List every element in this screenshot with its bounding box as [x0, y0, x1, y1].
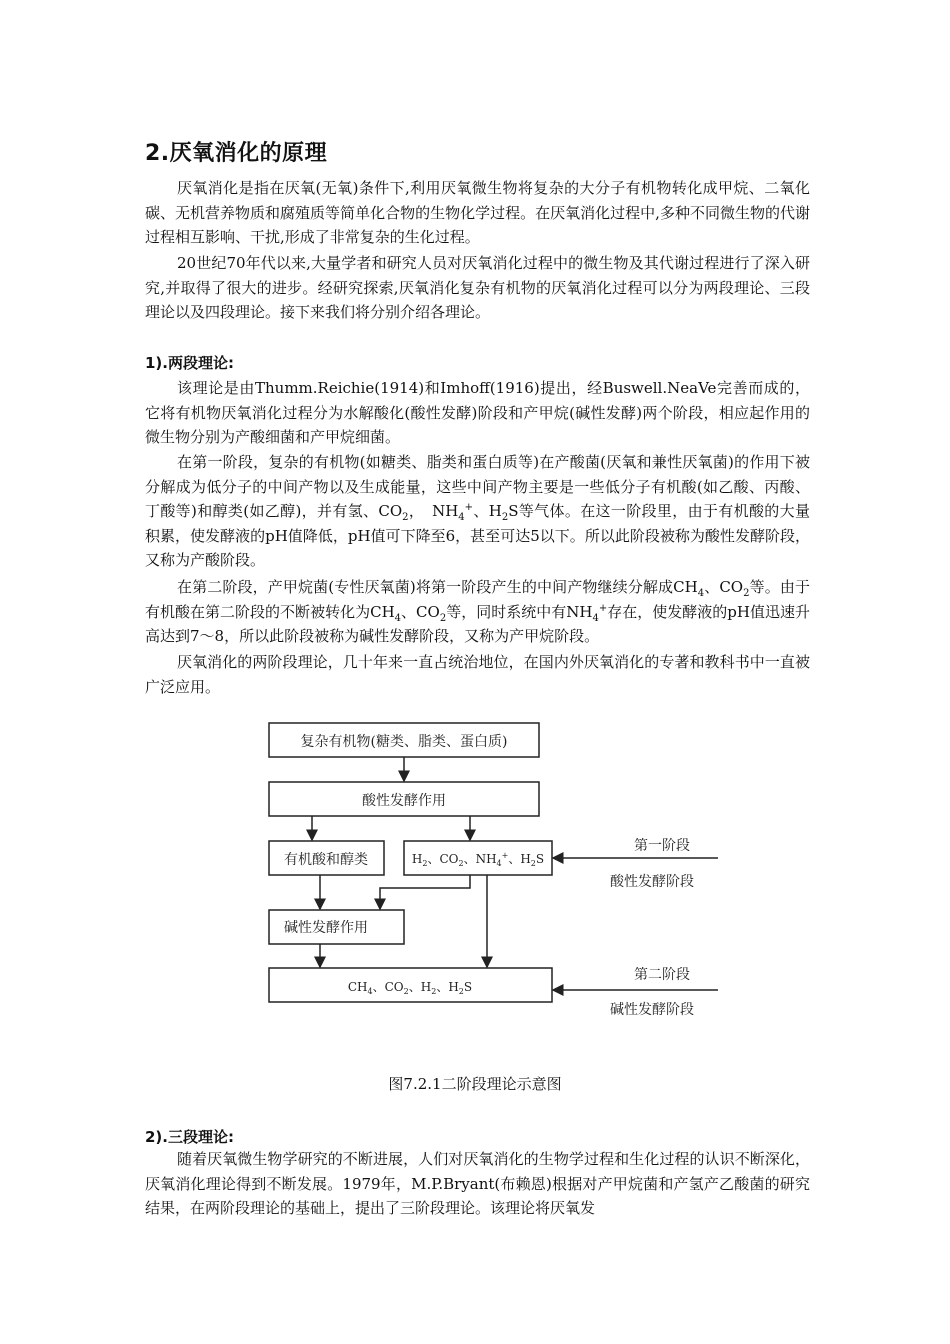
label-stage2: 第二阶段: [634, 967, 690, 983]
label-final-products: $CH_4$、$CO_2$、$H_2$、$H_2S$: [347, 980, 473, 996]
label-stage1: 第一阶段: [634, 838, 690, 854]
two-stage-paragraph-4: 厌氧消化的两阶段理论，几十年来一直占统治地位，在国内外厌氧消化的专著和教科书中一直被广泛应用。: [145, 653, 810, 696]
two-stage-paragraph-2: 在第一阶段，复杂的有机物(如糖类、脂类和蛋白质等)在产酸菌(厌氧和兼性厌氧菌)的作用下被分解成为低分子的中间产物以及生成能量，这些中间产物主要是一些低分子有机酸(如乙酸、丙酸、丁酸等)和醇类(如乙醇)，并有氢、$CO_2$， $NH_4^+$、$H_2S$等气体。在这一阶段里，由于有机酸的大量积累，使发酵液的pH值降低，pH值可下降至6，甚至可达5以下。所以此阶段被称为酸性发酵阶段，又称为产酸阶段。: [145, 453, 810, 569]
label-stage2-sub: 碱性发酵阶段: [610, 1002, 694, 1018]
two-stage-paragraph-1: 该理论是由Thumm.Reichie(1914)和Imhoff(1916)提出，经Buswell.NeaVe完善而成的，它将有机物厌氧消化过程分为水解酸化(酸性发酵)阶段和产甲烷(碱性发酵)两个阶段，相应起作用的微生物分别为产酸细菌和产甲烷细菌。: [145, 379, 810, 446]
two-stage-paragraph-3: 在第二阶段，产甲烷菌(专性厌氧菌)将第一阶段产生的中间产物继续分解成$CH_4$、$CO_2$等。由于有机酸在第二阶段的不断被转化为$CH_4$、$CO_2$等，同时系统中有$NH_4^+$存在，使发酵液的pH值迅速升高达到7～8，所以此阶段被称为碱性发酵阶段，又称为产甲烷阶段。: [145, 578, 811, 645]
label-gases: $H_2$、$CO_2$、$NH_4^+$、$H_2S$: [411, 851, 545, 868]
three-stage-paragraph-1: 随着厌氧微生物学研究的不断进展，人们对厌氧消化的生物学过程和生化过程的认识不断深化，厌氧消化理论得到不断发展。1979年，M.P.Bryant(布赖恩)根据对产甲烷菌和产氢产乙酸菌的研究结果，在两阶段理论的基础上，提出了三阶段理论。该理论将厌氧发: [145, 1150, 810, 1217]
two-stage-heading: 1).两段理论:: [145, 354, 234, 372]
label-complex-organics: 复杂有机物(糖类、脂类、蛋白质): [300, 734, 508, 750]
intro-paragraph-2: 20世纪70年代以来,大量学者和研究人员对厌氧消化过程中的微生物及其代谢过程进行了深入研究,并取得了很大的进步。经研究探索,厌氧消化复杂有机物的厌氧消化过程可以分为两段理论、三段理论以及四段理论。接下来我们将分别介绍各理论。: [145, 254, 810, 321]
section-heading: 2.厌氧消化的原理: [145, 141, 328, 166]
label-acid-fermentation: 酸性发酵作用: [362, 793, 446, 809]
three-stage-heading: 2).三段理论:: [145, 1128, 234, 1146]
figure-caption: 图7.2.1二阶段理论示意图: [388, 1075, 562, 1093]
arrow-gases-to-alkaline: [380, 875, 470, 909]
label-stage1-sub: 酸性发酵阶段: [610, 874, 694, 890]
label-alkaline-fermentation: 碱性发酵作用: [284, 920, 368, 936]
intro-paragraph-1: 厌氧消化是指在厌氧(无氧)条件下,利用厌氧微生物将复杂的大分子有机物转化成甲烷、二氧化碳、无机营养物质和腐殖质等简单化合物的生物化学过程。在厌氧消化过程中,多种不同微生物的代谢过程相互影响、干扰,形成了非常复杂的生化过程。: [145, 179, 810, 246]
label-organic-acids: 有机酸和醇类: [284, 852, 368, 868]
